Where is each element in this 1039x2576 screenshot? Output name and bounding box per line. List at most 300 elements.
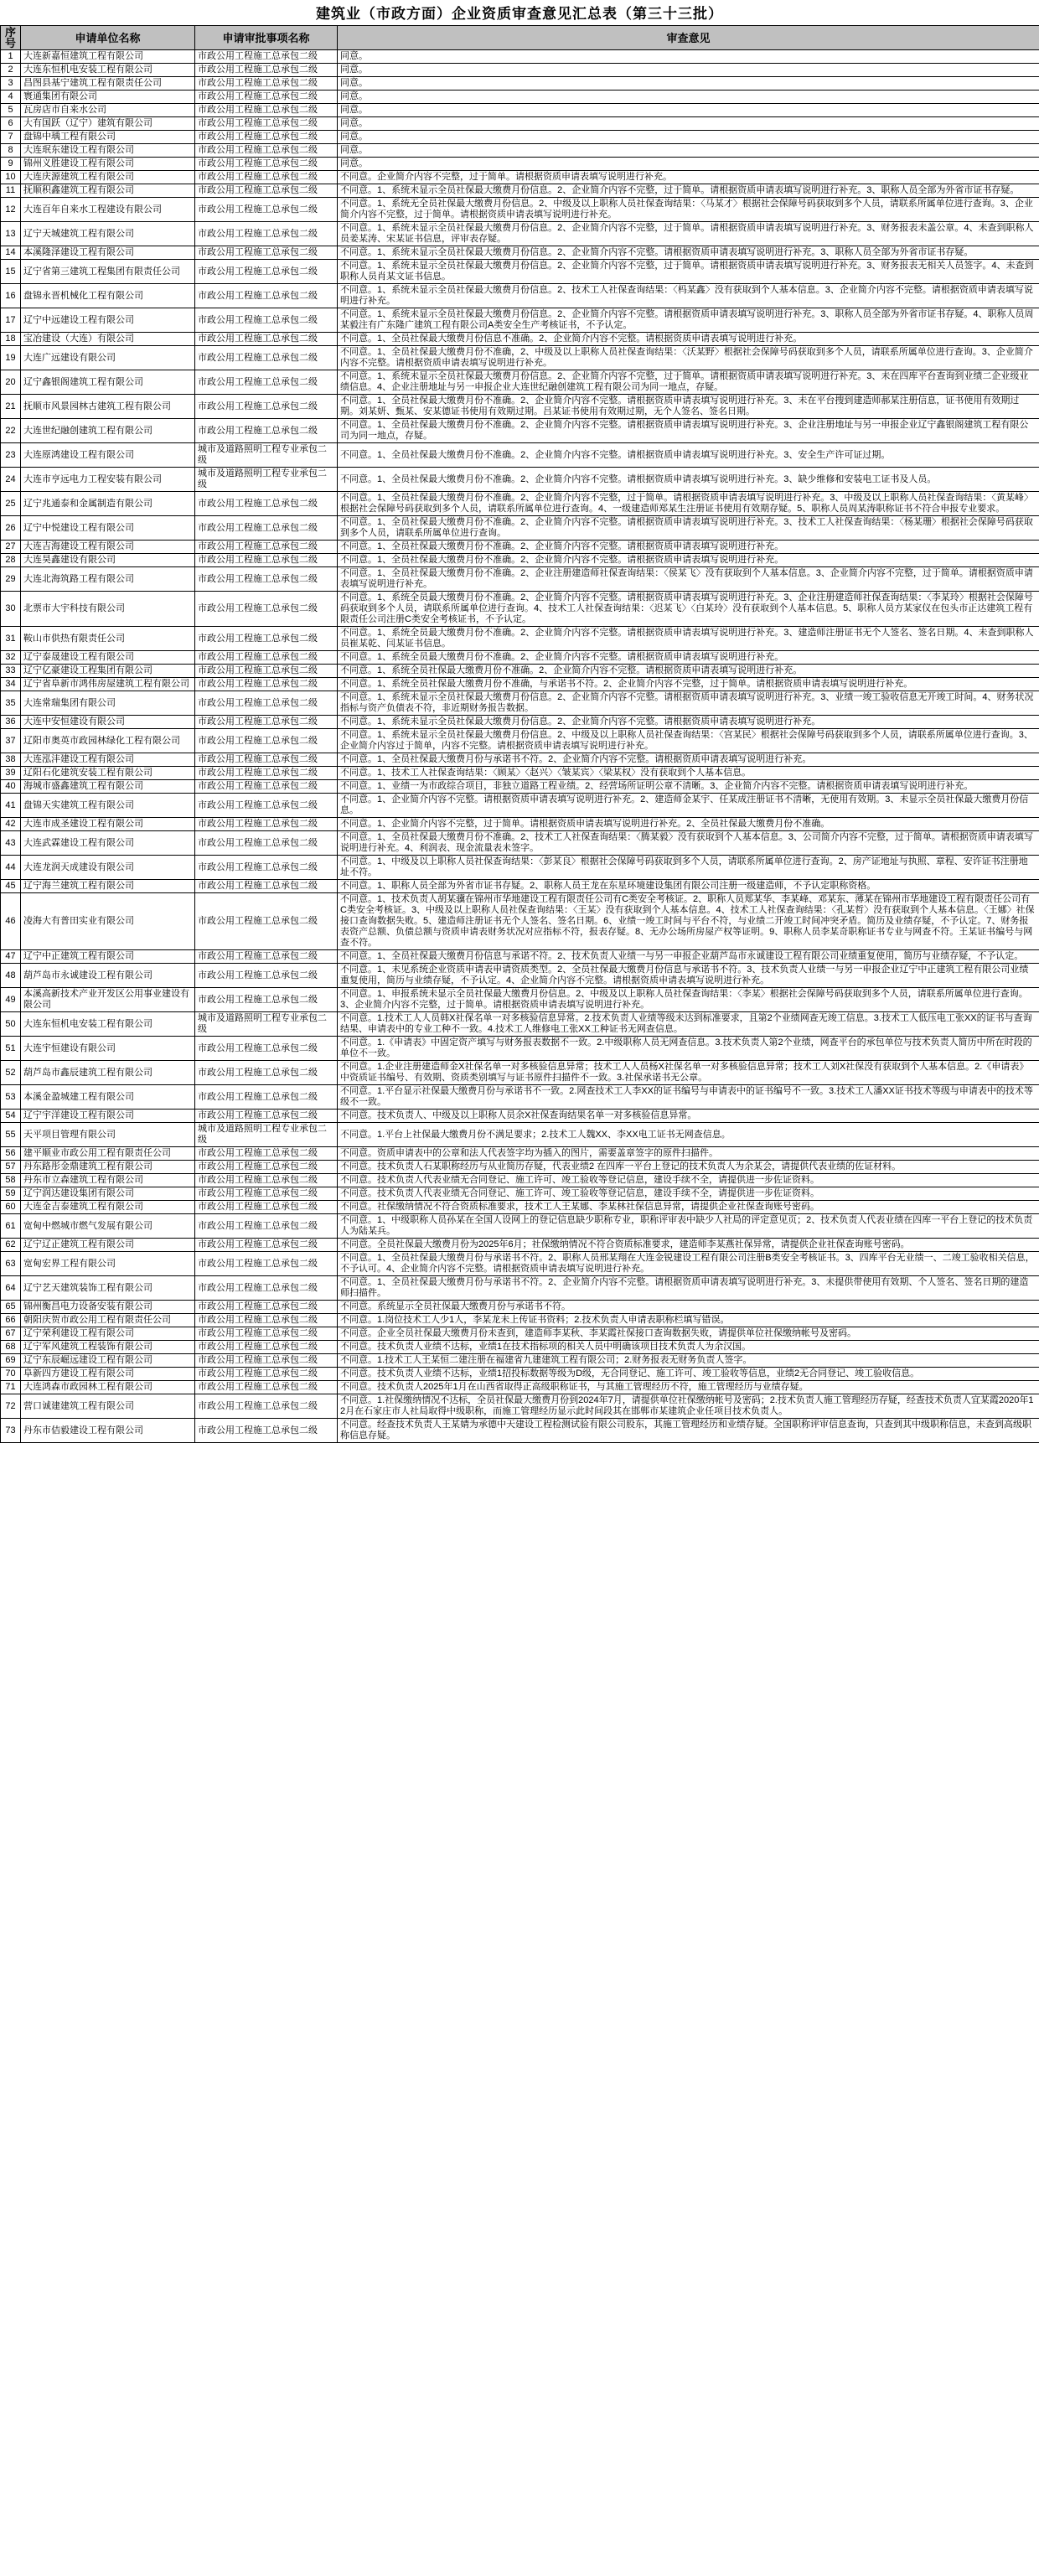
cell-serial-number: 14 bbox=[1, 246, 21, 260]
cell-company-name: 鞍山市供热有限责任公司 bbox=[21, 627, 195, 651]
cell-serial-number: 34 bbox=[1, 678, 21, 691]
cell-company-name: 辽宁艺天建筑装饰工程有限公司 bbox=[21, 1276, 195, 1301]
cell-serial-number: 41 bbox=[1, 794, 21, 818]
cell-company-name: 辽宁天城建筑工程有限公司 bbox=[21, 222, 195, 246]
cell-approval-item: 市政公用工程施工总承包二级 bbox=[195, 1161, 338, 1174]
cell-review-opinion: 不同意。1、系统全员社保最大缴费月份不准确。2、企业简介内容不完整。请根据资质申请表填写说明进行补充。 bbox=[338, 665, 1039, 678]
cell-serial-number: 66 bbox=[1, 1314, 21, 1327]
cell-serial-number: 61 bbox=[1, 1214, 21, 1239]
cell-serial-number: 15 bbox=[1, 260, 21, 284]
cell-review-opinion: 不同意。社保缴纳情况不符合资质标准要求，技术工人王某娜、李某林社保信息异常，请提供企业社保查询账号密码。 bbox=[338, 1201, 1039, 1214]
cell-approval-item: 市政公用工程施工总承包二级 bbox=[195, 91, 338, 104]
table-row bbox=[1, 184, 1039, 198]
cell-review-opinion: 不同意。1、系统未显示全员社保最大缴费月份信息。2、企业简介内容不完整，过于简单。请根据资质申请表填写说明进行补充。3、未在四库平台查询到业绩二企业级业绩信息。4、企业注册地址与另一申报企业大连世纪融创建筑工程有限公司为同一地点，存疑。 bbox=[338, 370, 1039, 395]
cell-review-opinion: 不同意。1、申报系统未显示全员社保最大缴费月份信息。2、中级及以上职称人员社保查询结果：〈李某〉根据社会保障号码获取到多个人员，请联系所属单位进行查询。3、企业简介内容不完整，过于简单。请根据资质申请表填写说明进行补充。 bbox=[338, 988, 1039, 1012]
cell-approval-item: 市政公用工程施工总承包二级 bbox=[195, 50, 338, 64]
cell-company-name: 辽宁省阜新市鸿伟房屋建筑工程有限公司 bbox=[21, 678, 195, 691]
cell-review-opinion: 不同意。企业全员社保最大缴费月份未查到，建造师李某秋、李某霞社保接口查询数据失败，请提供单位社保缴纳帐号及密码。 bbox=[338, 1327, 1039, 1341]
cell-company-name: 大连吉海建设工程有限公司 bbox=[21, 541, 195, 554]
cell-serial-number: 24 bbox=[1, 468, 21, 492]
cell-approval-item: 市政公用工程施工总承包二级 bbox=[195, 184, 338, 198]
table-row bbox=[1, 395, 1039, 419]
cell-review-opinion: 不同意。1、全员社保最大缴费月份不准确。2、企业简介内容不完整。请根据资质申请表填写说明进行补充。 bbox=[338, 554, 1039, 567]
cell-serial-number: 1 bbox=[1, 50, 21, 64]
cell-approval-item: 市政公用工程施工总承包二级 bbox=[195, 767, 338, 780]
cell-approval-item: 市政公用工程施工总承包二级 bbox=[195, 222, 338, 246]
table-row bbox=[1, 1341, 1039, 1354]
cell-serial-number: 72 bbox=[1, 1394, 21, 1419]
cell-company-name: 宽甸中燃城市燃气发展有限公司 bbox=[21, 1214, 195, 1239]
cell-approval-item: 市政公用工程施工总承包二级 bbox=[195, 651, 338, 665]
cell-approval-item: 市政公用工程施工总承包二级 bbox=[195, 1147, 338, 1161]
cell-approval-item: 市政公用工程施工总承包二级 bbox=[195, 370, 338, 395]
cell-approval-item: 市政公用工程施工总承包二级 bbox=[195, 818, 338, 831]
cell-company-name: 寰通集团有限公司 bbox=[21, 91, 195, 104]
cell-approval-item: 市政公用工程施工总承包二级 bbox=[195, 794, 338, 818]
cell-company-name: 瓦房店市自来水公司 bbox=[21, 104, 195, 117]
cell-serial-number: 23 bbox=[1, 443, 21, 468]
cell-company-name: 本溪金盈城建工程有限公司 bbox=[21, 1085, 195, 1110]
cell-approval-item: 市政公用工程施工总承包二级 bbox=[195, 1368, 338, 1381]
cell-company-name: 锦州衡昌电力设备安装有限公司 bbox=[21, 1301, 195, 1314]
table-row bbox=[1, 260, 1039, 284]
cell-company-name: 辽宁亿豪建设工程集团有限公司 bbox=[21, 665, 195, 678]
cell-company-name: 盘锦永晋机械化工程有限公司 bbox=[21, 284, 195, 308]
cell-serial-number: 32 bbox=[1, 651, 21, 665]
table-row bbox=[1, 729, 1039, 753]
cell-serial-number: 16 bbox=[1, 284, 21, 308]
cell-serial-number: 25 bbox=[1, 492, 21, 516]
cell-review-opinion: 不同意。1、全员社保最大缴费月份与承诺书不符。2、企业简介内容不完整。请根据资质申请表填写说明进行补充。3、未提供带使用有效期、个人签名、签名日期的建造师扫描件。 bbox=[338, 1276, 1039, 1301]
cell-approval-item: 市政公用工程施工总承包二级 bbox=[195, 1341, 338, 1354]
cell-review-opinion: 不同意。1、系统未显示全员社保最大缴费月份信息。2、企业简介内容不完整，过于简单。请根据资质申请表填写说明进行补充。3、财务报表无相关人员签字。4、未查到职称人员肖某文证书信息。 bbox=[338, 260, 1039, 284]
cell-review-opinion: 不同意。1、系统未显示全员社保最大缴费月份信息。2、技术工人社保查询结果：〈杩某鑫〉没有获取到个人基本信息。3、企业简介内容不完整。请根据资质申请表填写说明进行补充。 bbox=[338, 284, 1039, 308]
cell-serial-number: 5 bbox=[1, 104, 21, 117]
cell-serial-number: 62 bbox=[1, 1239, 21, 1252]
cell-review-opinion: 同意。 bbox=[338, 104, 1039, 117]
cell-company-name: 大连中安恒建设有限公司 bbox=[21, 716, 195, 729]
cell-approval-item: 市政公用工程施工总承包二级 bbox=[195, 492, 338, 516]
cell-serial-number: 44 bbox=[1, 856, 21, 880]
cell-review-opinion: 不同意。经查技术负责人王某婧为承德中天建设工程检测试验有限公司股东，其施工管理经历和业绩存疑。全国职称评审信息查询，只查到其中级职称信息，未查到高级职称信息存疑。 bbox=[338, 1419, 1039, 1443]
cell-serial-number: 53 bbox=[1, 1085, 21, 1110]
cell-serial-number: 31 bbox=[1, 627, 21, 651]
cell-approval-item: 城市及道路照明工程专业承包二级 bbox=[195, 468, 338, 492]
cell-review-opinion: 不同意。资质申请表中的公章和法人代表签字均为插入的图片，需要盖章签字的原件扫描件。 bbox=[338, 1147, 1039, 1161]
cell-company-name: 大连庆源建筑工程有限公司 bbox=[21, 171, 195, 184]
cell-serial-number: 60 bbox=[1, 1201, 21, 1214]
cell-serial-number: 7 bbox=[1, 131, 21, 144]
cell-approval-item: 市政公用工程施工总承包二级 bbox=[195, 1276, 338, 1301]
cell-company-name: 大连东恒机电安装工程有限公司 bbox=[21, 64, 195, 77]
cell-company-name: 朝阳庆贺市政公用工程有限责任公司 bbox=[21, 1314, 195, 1327]
table-row bbox=[1, 767, 1039, 780]
cell-review-opinion: 同意。 bbox=[338, 144, 1039, 158]
cell-review-opinion: 同意。 bbox=[338, 91, 1039, 104]
cell-serial-number: 30 bbox=[1, 592, 21, 627]
table-row bbox=[1, 492, 1039, 516]
cell-company-name: 大连金吉泰建筑工程有限公司 bbox=[21, 1201, 195, 1214]
cell-review-opinion: 不同意。技术负责人代表业绩无合同登记、施工许可、竣工验收等登记信息，建设手续不全，请提供进一步佐证资料。 bbox=[338, 1174, 1039, 1187]
cell-review-opinion: 不同意。1、系统未显示全员社保最大缴费月份信息。2、中级及以上职称人员社保查询结果：〈宫某民〉根据社会保障号码获取到多个人员，请联系所属单位进行查询。3、企业简介内容过于简单，内容不完整。请根据资质申请表填写说明进行补充。 bbox=[338, 729, 1039, 753]
cell-review-opinion: 不同意。1.《申请表》中固定资产填写与财务报表数据不一致。2.中级职称人员无网查信息。3.技术负责人第2个业绩，网查平台的承包单位与技术负责人简历中所在时段的单位不一致。 bbox=[338, 1037, 1039, 1061]
cell-serial-number: 64 bbox=[1, 1276, 21, 1301]
cell-review-opinion: 不同意。1、技术工人社保查询结果：〈顾某〉〈赵兴〉〈皱某宾〉〈梁某权〉没有获取到个人基本信息。 bbox=[338, 767, 1039, 780]
cell-approval-item: 市政公用工程施工总承包二级 bbox=[195, 346, 338, 370]
cell-company-name: 大有国跃（辽宁）建筑有限公司 bbox=[21, 117, 195, 131]
cell-approval-item: 市政公用工程施工总承包二级 bbox=[195, 1214, 338, 1239]
table-row bbox=[1, 1161, 1039, 1174]
cell-company-name: 阜新四方建设工程有限公司 bbox=[21, 1368, 195, 1381]
cell-review-opinion: 不同意。1、系统未显示全员社保最大缴费月份信息。2、企业简介内容不完整，过于简单。请根据资质申请表填写说明进行补充。3、职称人员全部为外省市证书存疑。 bbox=[338, 184, 1039, 198]
cell-review-opinion: 同意。 bbox=[338, 158, 1039, 171]
cell-company-name: 葫芦岛市永诚建设工程有限公司 bbox=[21, 964, 195, 988]
cell-approval-item: 市政公用工程施工总承包二级 bbox=[195, 246, 338, 260]
cell-review-opinion: 同意。 bbox=[338, 64, 1039, 77]
cell-company-name: 本溪高新技术产业开发区公用事业建设有限公司 bbox=[21, 988, 195, 1012]
cell-serial-number: 70 bbox=[1, 1368, 21, 1381]
table-row bbox=[1, 1368, 1039, 1381]
cell-serial-number: 55 bbox=[1, 1123, 21, 1147]
cell-review-opinion: 不同意。系统显示全员社保最大缴费月份与承诺书不符。 bbox=[338, 1301, 1039, 1314]
cell-approval-item: 市政公用工程施工总承包二级 bbox=[195, 419, 338, 443]
col-header-company: 申请单位名称 bbox=[21, 26, 195, 50]
cell-approval-item: 市政公用工程施工总承包二级 bbox=[195, 1187, 338, 1201]
cell-company-name: 北票市大宇科技有限公司 bbox=[21, 592, 195, 627]
cell-review-opinion: 不同意。1、职称人员全部为外省市证书存疑。2、职称人员王龙在东星环境建设集团有限公司注册一级建造师，不予认定职称资格。 bbox=[338, 880, 1039, 893]
cell-review-opinion: 不同意。1、全员社保最大缴费月份不准确。2、企业注册建造师社保查询结果：〈侯某飞〉没有获取到个人基本信息。3、企业简介内容不完整，过于简单。请根据资质申请表填写说明进行补充。 bbox=[338, 567, 1039, 592]
cell-serial-number: 69 bbox=[1, 1354, 21, 1368]
cell-serial-number: 51 bbox=[1, 1037, 21, 1061]
cell-review-opinion: 不同意。1、中级职称人员孙某在全国人设网上的登记信息缺少职称专业，职称评审表中缺少人社局的评定意见页；2、技术负责人代表业绩在四库一平台上登记的技术负责人为陆某兵。 bbox=[338, 1214, 1039, 1239]
cell-serial-number: 43 bbox=[1, 831, 21, 856]
cell-company-name: 辽宁海兰建筑工程有限公司 bbox=[21, 880, 195, 893]
cell-approval-item: 市政公用工程施工总承包二级 bbox=[195, 395, 338, 419]
cell-serial-number: 35 bbox=[1, 691, 21, 716]
cell-company-name: 葫芦岛市鑫辰建筑工程有限公司 bbox=[21, 1061, 195, 1085]
table-row bbox=[1, 246, 1039, 260]
cell-review-opinion: 不同意。1、未见系统企业资质申请表申请资质类型。2、全员社保最大缴费月份信息与承诺书不符。3、技术负责人业绩一与另一申报企业辽宁中正建筑工程有限公司业绩重复使用，简历与业绩存疑，不予认定。4、企业简介内容不完整。请根据资质申请表填写说明进行补充。 bbox=[338, 964, 1039, 988]
table-row bbox=[1, 1012, 1039, 1037]
cell-approval-item: 市政公用工程施工总承包二级 bbox=[195, 1174, 338, 1187]
cell-company-name: 辽宁泰晟建设工程有限公司 bbox=[21, 651, 195, 665]
table-row bbox=[1, 346, 1039, 370]
cell-company-name: 大连世纪融创建筑工程有限公司 bbox=[21, 419, 195, 443]
cell-approval-item: 市政公用工程施工总承包二级 bbox=[195, 1419, 338, 1443]
table-row bbox=[1, 1147, 1039, 1161]
cell-company-name: 辽宁省第三建筑工程集团有限责任公司 bbox=[21, 260, 195, 284]
cell-review-opinion: 不同意。1、系统无全员社保最大缴费月份信息。2、中级及以上职称人员社保查询结果：〈马某才〉根据社会保障号码获取到多个人员，请联系所属单位进行查询。3、企业简介内容不完整，过于简单。请根据资质申请表填写说明进行补充。 bbox=[338, 198, 1039, 222]
table-row bbox=[1, 158, 1039, 171]
cell-approval-item: 市政公用工程施工总承包二级 bbox=[195, 1239, 338, 1252]
cell-serial-number: 39 bbox=[1, 767, 21, 780]
table-row bbox=[1, 665, 1039, 678]
cell-review-opinion: 不同意。1、系统全员社保最大缴费月份不准确，与承诺书不符。2、企业简介内容不完整，过于简单。请根据资质申请表填写说明进行补充。 bbox=[338, 678, 1039, 691]
cell-review-opinion: 不同意。1.平台显示社保最大缴费月份与承诺书不一致。2.网查技术工人李XX的证书编号与申请表中的证书编号不一致。3.技术工人潘XX证书技术等级与申请表中的技术等级不一致。 bbox=[338, 1085, 1039, 1110]
table-row bbox=[1, 104, 1039, 117]
cell-company-name: 大连鸿森市政园林工程有限公司 bbox=[21, 1381, 195, 1394]
cell-review-opinion: 不同意。1、全员社保最大缴费月份不准确。2、企业简介内容不完整。请根据资质申请表填写说明进行补充。3、技术工人社保查询结果：〈杨某珊〉根据社会保障号码获取到多个人员，请联系所属单位进行查询。 bbox=[338, 516, 1039, 541]
cell-review-opinion: 不同意。1、中级及以上职称人员社保查询结果：〈彭某良〉根据社会保障号码获取到多个人员，请联系所属单位进行查询。2、房产证地址与执照、章程、安许证书注册地址不符。 bbox=[338, 856, 1039, 880]
cell-approval-item: 市政公用工程施工总承包二级 bbox=[195, 1301, 338, 1314]
table-row bbox=[1, 171, 1039, 184]
table-row bbox=[1, 117, 1039, 131]
cell-company-name: 辽宁润达建设集团有限公司 bbox=[21, 1187, 195, 1201]
cell-company-name: 丹东路彤金鼎建筑工程有限公司 bbox=[21, 1161, 195, 1174]
cell-company-name: 大连龙润天成建设有限公司 bbox=[21, 856, 195, 880]
cell-review-opinion: 不同意。技术负责人2025年1月在山西省取得正高级职称证书，与其施工管理经历不符，施工管理经历与业绩存疑。 bbox=[338, 1381, 1039, 1394]
table-row bbox=[1, 1252, 1039, 1276]
table-row bbox=[1, 198, 1039, 222]
cell-approval-item: 市政公用工程施工总承包二级 bbox=[195, 729, 338, 753]
cell-company-name: 辽宁宇洋建设工程有限公司 bbox=[21, 1110, 195, 1123]
cell-serial-number: 40 bbox=[1, 780, 21, 794]
cell-review-opinion: 不同意。1、企业简介内容不完整。请根据资质申请表填写说明进行补充。2、建造师金某宇、任某成注册证书不清晰，无使用有效期。3、未显示全员社保最大缴费月份信息。 bbox=[338, 794, 1039, 818]
table-row bbox=[1, 91, 1039, 104]
cell-company-name: 抚顺积鑫建筑工程有限公司 bbox=[21, 184, 195, 198]
cell-company-name: 宝冶建设（大连）有限公司 bbox=[21, 333, 195, 346]
col-header-item: 申请审批事项名称 bbox=[195, 26, 338, 50]
cell-company-name: 丹东市佶毅建设工程有限公司 bbox=[21, 1419, 195, 1443]
cell-serial-number: 28 bbox=[1, 554, 21, 567]
cell-approval-item: 市政公用工程施工总承包二级 bbox=[195, 1252, 338, 1276]
cell-approval-item: 城市及道路照明工程专业承包二级 bbox=[195, 443, 338, 468]
cell-review-opinion: 不同意。1、全员社保最大缴费月份信息不准确。2、企业简介内容不完整。请根据资质申请表填写说明进行补充。 bbox=[338, 333, 1039, 346]
cell-company-name: 大连武霖建设工程有限公司 bbox=[21, 831, 195, 856]
table-row bbox=[1, 468, 1039, 492]
cell-approval-item: 市政公用工程施工总承包二级 bbox=[195, 880, 338, 893]
cell-approval-item: 市政公用工程施工总承包二级 bbox=[195, 260, 338, 284]
cell-company-name: 大连常瑞集团有限公司 bbox=[21, 691, 195, 716]
cell-serial-number: 65 bbox=[1, 1301, 21, 1314]
cell-review-opinion: 不同意。1.技术工人人员韩X社保名单一对多核验信息异常。2.技术负责人业绩等级未达到标准要求，且第2个业绩网查无竣工信息。3.技术工人低压电工张XX的证书与查询结果、申请表中的专业工种不一致。4.技术工人维修电工张XX工种证书无网查信息。 bbox=[338, 1012, 1039, 1037]
cell-review-opinion: 不同意。1、全员社保最大缴费月份不准确。2、企业简介内容不完整。请根据资质申请表填写说明进行补充。3、未在平台搜到建造师郝某注册信息，证书使用有效期过期。刘某妍、甄某、安某德证书使用有效期过期。吕某证书使用有效期过期，无个人签名、签名日期。 bbox=[338, 395, 1039, 419]
cell-approval-item: 市政公用工程施工总承包二级 bbox=[195, 1381, 338, 1394]
cell-serial-number: 9 bbox=[1, 158, 21, 171]
cell-serial-number: 73 bbox=[1, 1419, 21, 1443]
table-row bbox=[1, 1110, 1039, 1123]
cell-review-opinion: 不同意。1.平台上社保最大缴费月份不满足要求；2.技术工人魏XX、李XX电工证书无网查信息。 bbox=[338, 1123, 1039, 1147]
table-row bbox=[1, 1085, 1039, 1110]
cell-approval-item: 市政公用工程施工总承包二级 bbox=[195, 117, 338, 131]
cell-review-opinion: 不同意。技术负责人、中级及以上职称人员余X社保查询结果名单一对多核验信息异常。 bbox=[338, 1110, 1039, 1123]
cell-approval-item: 市政公用工程施工总承包二级 bbox=[195, 567, 338, 592]
cell-approval-item: 市政公用工程施工总承包二级 bbox=[195, 716, 338, 729]
cell-serial-number: 36 bbox=[1, 716, 21, 729]
table-row bbox=[1, 333, 1039, 346]
table-row bbox=[1, 627, 1039, 651]
cell-serial-number: 47 bbox=[1, 950, 21, 964]
cell-approval-item: 市政公用工程施工总承包二级 bbox=[195, 592, 338, 627]
cell-serial-number: 71 bbox=[1, 1381, 21, 1394]
cell-company-name: 大连泓沣建设工程有限公司 bbox=[21, 753, 195, 767]
cell-approval-item: 市政公用工程施工总承包二级 bbox=[195, 627, 338, 651]
cell-approval-item: 市政公用工程施工总承包二级 bbox=[195, 1327, 338, 1341]
table-row bbox=[1, 50, 1039, 64]
table-body bbox=[1, 50, 1039, 1443]
table-row bbox=[1, 131, 1039, 144]
cell-review-opinion: 不同意。1、系统未显示全员社保最大缴费月份信息。2、企业简介内容不完整。请根据资质申请表填写说明进行补充。 bbox=[338, 716, 1039, 729]
cell-approval-item: 市政公用工程施工总承包二级 bbox=[195, 77, 338, 91]
cell-approval-item: 市政公用工程施工总承包二级 bbox=[195, 950, 338, 964]
cell-company-name: 大连原鸿建设工程有限公司 bbox=[21, 443, 195, 468]
cell-review-opinion: 不同意。技术负责人业绩不达标，业绩1在技术指标项的相关人员中明确该项目技术负责人为余汉国。 bbox=[338, 1341, 1039, 1354]
table-row bbox=[1, 831, 1039, 856]
cell-approval-item: 市政公用工程施工总承包二级 bbox=[195, 678, 338, 691]
cell-review-opinion: 不同意。1、全员社保最大缴费月份不准确，2、中级及以上职称人员社保查询结果：〈沃某野〉根据社会保障号码获取到多个人员，请联系所属单位进行查询。3、企业简介内容不完整。请根据资质申请表填写说明进行补充。 bbox=[338, 346, 1039, 370]
cell-review-opinion: 不同意。技术负责人石某职称经历与从业简历存疑，代表业绩2 在四库一平台上登记的技术负责人为余某会，请提供代表业绩的佐证材料。 bbox=[338, 1161, 1039, 1174]
table-row bbox=[1, 77, 1039, 91]
table-row bbox=[1, 753, 1039, 767]
table-row bbox=[1, 370, 1039, 395]
cell-serial-number: 3 bbox=[1, 77, 21, 91]
cell-review-opinion: 不同意。1、全员社保最大缴费月份不准确。2、企业简介内容不完整。请根据资质申请表填写说明进行补充。 bbox=[338, 541, 1039, 554]
cell-serial-number: 4 bbox=[1, 91, 21, 104]
cell-approval-item: 市政公用工程施工总承包二级 bbox=[195, 1394, 338, 1419]
table-row bbox=[1, 1354, 1039, 1368]
table-row bbox=[1, 284, 1039, 308]
table-row bbox=[1, 1276, 1039, 1301]
table-row bbox=[1, 818, 1039, 831]
table-row bbox=[1, 516, 1039, 541]
cell-approval-item: 市政公用工程施工总承包二级 bbox=[195, 104, 338, 117]
review-table bbox=[0, 25, 1039, 1443]
table-row bbox=[1, 678, 1039, 691]
cell-serial-number: 56 bbox=[1, 1147, 21, 1161]
cell-serial-number: 59 bbox=[1, 1187, 21, 1201]
cell-review-opinion: 不同意。1、系统未显示全员社保最大缴费月份信息。2、企业简介内容不完整。请根据资质申请表填写说明进行补充。3、职称人员全部为外省市证书存疑。4、职称人员周某毅注有广东隆广建筑工程有限公司A类安全生产考核证书，不予认定。 bbox=[338, 308, 1039, 333]
cell-review-opinion: 不同意。1、全员社保最大缴费月份不准确。2、企业简介内容不完整。请根据资质申请表填写说明进行补充。3、缺少维修和安装电工证书及人员。 bbox=[338, 468, 1039, 492]
cell-approval-item: 市政公用工程施工总承包二级 bbox=[195, 131, 338, 144]
cell-approval-item: 市政公用工程施工总承包二级 bbox=[195, 988, 338, 1012]
table-row bbox=[1, 893, 1039, 950]
table-row bbox=[1, 308, 1039, 333]
cell-company-name: 大连百年自来水工程建设有限公司 bbox=[21, 198, 195, 222]
cell-company-name: 辽阳市奥英市政园林绿化工程有限公司 bbox=[21, 729, 195, 753]
cell-company-name: 大连东恒机电安装工程有限公司 bbox=[21, 1012, 195, 1037]
cell-review-opinion: 不同意。全员社保最大缴费月份为2025年6月；社保缴纳情况不符合资质标准要求，建造师李某燕社保异常，请提供企业社保查询账号密码。 bbox=[338, 1239, 1039, 1252]
cell-review-opinion: 不同意。1、技术负责人胡某骥在锦州市华地建设工程有限责任公司有C类安全考核证。2、职称人员郑某华、李某峰、邓某东、薄某在锦州市华地建设工程有限责任公司有C类安全考核证。3、中级及以上职称人员社保查询结果：〈王某〉没有获取到个人基本信息。4、技术工人社保查询结果：〈孔某哲〉没有获取到个人基本信息。〈王娜〉社保接口查询数据失败。5、建造师注册证书无个人签名、签名日期。6、业绩一竣工时间与平台不符，与业绩二开竣工时间冲突矛盾。简历及业绩存疑，不予认定。7、财务报表资产总额、负债总额与资质申请表财务状况对应指标不符，报表存疑。8、无办公场所房屋产权等证明。9、职称人员李某奇职称证书专业与网查不符。王某证书编号与网查不符。 bbox=[338, 893, 1039, 950]
cell-review-opinion: 不同意。技术负责人业绩不达标，业绩1招投标数据等级为D级，无合同登记、施工许可、竣工验收等信息，业绩2无合同登记、竣工验收信息。 bbox=[338, 1368, 1039, 1381]
cell-company-name: 大连北海筑路工程有限公司 bbox=[21, 567, 195, 592]
table-row bbox=[1, 651, 1039, 665]
cell-approval-item: 市政公用工程施工总承包二级 bbox=[195, 1354, 338, 1368]
cell-serial-number: 6 bbox=[1, 117, 21, 131]
table-row bbox=[1, 880, 1039, 893]
table-row bbox=[1, 1381, 1039, 1394]
cell-review-opinion: 不同意。1、系统全员最大缴费月份不准确。2、企业简介内容不完整。请根据资质申请表填写说明进行补充。3、建造师注册证书无个人签名、签名日期。4、未查到职称人员崔某乾、闫某证书信息。 bbox=[338, 627, 1039, 651]
table-row bbox=[1, 1419, 1039, 1443]
cell-company-name: 辽阳石化建筑安装工程有限公司 bbox=[21, 767, 195, 780]
cell-company-name: 凌海大有普田实业有限公司 bbox=[21, 893, 195, 950]
cell-serial-number: 67 bbox=[1, 1327, 21, 1341]
table-row bbox=[1, 1314, 1039, 1327]
cell-company-name: 辽宁中悦建设工程有限公司 bbox=[21, 516, 195, 541]
cell-serial-number: 18 bbox=[1, 333, 21, 346]
cell-company-name: 辽宁中远建设工程有限公司 bbox=[21, 308, 195, 333]
table-row bbox=[1, 567, 1039, 592]
cell-review-opinion: 不同意。1.社保缴纳情况不达标，全员社保最大缴费月份到2024年7月，请提供单位社保缴纳帐号及密码；2.技术负责人施工管理经历存疑，经查技术负责人宜某霞2020年12月在石家庄市人社局取得中级职称，而施工管理经历显示此时间段其在邯郸市某建筑企业任项目技术负责人。 bbox=[338, 1394, 1039, 1419]
cell-approval-item: 市政公用工程施工总承包二级 bbox=[195, 541, 338, 554]
cell-serial-number: 17 bbox=[1, 308, 21, 333]
cell-serial-number: 46 bbox=[1, 893, 21, 950]
cell-approval-item: 市政公用工程施工总承包二级 bbox=[195, 333, 338, 346]
cell-approval-item: 市政公用工程施工总承包二级 bbox=[195, 1314, 338, 1327]
table-row bbox=[1, 950, 1039, 964]
cell-review-opinion: 不同意。1、全员社保最大缴费月份不准确。2、企业简介内容不完整，过于简单。请根据资质申请表填写说明进行补充。3、中级及以上职称人员社保查询结果：〈黄某峰〉根据社会保障号码获取到多个人员，请联系所属单位进行查询。4、一级建造师郑某生注册证书使用有效期存疑。5、职称人员周某涛职称证书不符合申报专业要求。 bbox=[338, 492, 1039, 516]
cell-serial-number: 63 bbox=[1, 1252, 21, 1276]
table-header-row bbox=[1, 26, 1039, 50]
cell-company-name: 辽宁军风建筑工程装饰有限公司 bbox=[21, 1341, 195, 1354]
table-row bbox=[1, 443, 1039, 468]
cell-serial-number: 68 bbox=[1, 1341, 21, 1354]
cell-company-name: 海城市盛鑫建筑工程有限公司 bbox=[21, 780, 195, 794]
cell-approval-item: 市政公用工程施工总承包二级 bbox=[195, 1110, 338, 1123]
cell-review-opinion: 不同意。1.技术工人王某恒二建注册在福建省九建建筑工程有限公司；2.财务报表无财务负责人签字。 bbox=[338, 1354, 1039, 1368]
cell-serial-number: 38 bbox=[1, 753, 21, 767]
cell-serial-number: 19 bbox=[1, 346, 21, 370]
cell-serial-number: 48 bbox=[1, 964, 21, 988]
cell-review-opinion: 不同意。1、系统未显示全员社保最大缴费月份信息。2、企业简介内容不完整。请根据资质申请表填写说明进行补充。3、职称人员全部为外省市证书存疑。 bbox=[338, 246, 1039, 260]
table-row bbox=[1, 780, 1039, 794]
cell-approval-item: 市政公用工程施工总承包二级 bbox=[195, 691, 338, 716]
cell-review-opinion: 不同意。1、全员社保最大缴费月份不准确。2、企业简介内容不完整。请根据资质申请表填写说明进行补充。3、企业注册地址与另一申报企业辽宁鑫银阁建筑工程有限公司为同一地点，存疑。 bbox=[338, 419, 1039, 443]
cell-company-name: 天平项目管理有限公司 bbox=[21, 1123, 195, 1147]
col-header-opinion: 审查意见 bbox=[338, 26, 1039, 50]
cell-company-name: 大连新嘉恒建筑工程有限公司 bbox=[21, 50, 195, 64]
cell-company-name: 盘锦中瑀工程有限公司 bbox=[21, 131, 195, 144]
cell-review-opinion: 不同意。1.企业注册建造师金X社保名单一对多核验信息异常；技术工人人员杨X社保名单一对多核验信息异常；技术工人刘X社保没有获取到个人基本信息。2.《申请表》中资质证书编号、有效期、资质类别填写与证书原件扫描件不一致。3.社保承诺书无公章。 bbox=[338, 1061, 1039, 1085]
cell-serial-number: 54 bbox=[1, 1110, 21, 1123]
cell-approval-item: 市政公用工程施工总承包二级 bbox=[195, 831, 338, 856]
cell-company-name: 辽宁东辰崛远建设工程有限公司 bbox=[21, 1354, 195, 1368]
cell-approval-item: 市政公用工程施工总承包二级 bbox=[195, 64, 338, 77]
cell-approval-item: 市政公用工程施工总承包二级 bbox=[195, 554, 338, 567]
cell-review-opinion: 同意。 bbox=[338, 131, 1039, 144]
cell-company-name: 辽宁兆通泰和金属制造有限公司 bbox=[21, 492, 195, 516]
cell-company-name: 大连市成圣建设工程有限公司 bbox=[21, 818, 195, 831]
cell-serial-number: 11 bbox=[1, 184, 21, 198]
cell-approval-item: 市政公用工程施工总承包二级 bbox=[195, 780, 338, 794]
cell-review-opinion: 不同意。1、全员社保最大缴费月份不准确。2、技术工人社保查询结果：〈腾某毅〉没有获取到个人基本信息。3、公司简介内容不完整，过于简单。请根据资质申请表填写说明进行补充。4、利润表、现金流量表未签字。 bbox=[338, 831, 1039, 856]
table-row bbox=[1, 1061, 1039, 1085]
cell-review-opinion: 同意。 bbox=[338, 50, 1039, 64]
table-row bbox=[1, 1239, 1039, 1252]
cell-approval-item: 市政公用工程施工总承包二级 bbox=[195, 1037, 338, 1061]
table-row bbox=[1, 1187, 1039, 1201]
cell-serial-number: 21 bbox=[1, 395, 21, 419]
cell-review-opinion: 不同意。企业简介内容不完整，过于简单。请根据资质申请表填写说明进行补充。 bbox=[338, 171, 1039, 184]
cell-approval-item: 市政公用工程施工总承包二级 bbox=[195, 753, 338, 767]
cell-serial-number: 27 bbox=[1, 541, 21, 554]
cell-review-opinion: 不同意。1、系统未显示全员社保最大缴费月份信息。2、企业简介内容不完整，过于简单。请根据资质申请表填写说明进行补充。3、财务报表未盖公章。4、未查到职称人员姜某涛、宋某证书信息，评审表存疑。 bbox=[338, 222, 1039, 246]
table-row bbox=[1, 1201, 1039, 1214]
table-row bbox=[1, 144, 1039, 158]
table-row bbox=[1, 592, 1039, 627]
table-row bbox=[1, 794, 1039, 818]
cell-review-opinion: 不同意。1、全员社保最大缴费月份不准确。2、企业简介内容不完整。请根据资质申请表填写说明进行补充。3、安全生产许可证过期。 bbox=[338, 443, 1039, 468]
cell-approval-item: 市政公用工程施工总承包二级 bbox=[195, 964, 338, 988]
cell-approval-item: 市政公用工程施工总承包二级 bbox=[195, 893, 338, 950]
cell-company-name: 大连昊鑫建设有限公司 bbox=[21, 554, 195, 567]
cell-company-name: 辽宁鑫银阁建筑工程有限公司 bbox=[21, 370, 195, 395]
table-row bbox=[1, 541, 1039, 554]
cell-company-name: 大连广远建设有限公司 bbox=[21, 346, 195, 370]
cell-company-name: 锦州义胜建设工程有限公司 bbox=[21, 158, 195, 171]
cell-approval-item: 市政公用工程施工总承包二级 bbox=[195, 171, 338, 184]
cell-approval-item: 市政公用工程施工总承包二级 bbox=[195, 158, 338, 171]
cell-approval-item: 市政公用工程施工总承包二级 bbox=[195, 665, 338, 678]
